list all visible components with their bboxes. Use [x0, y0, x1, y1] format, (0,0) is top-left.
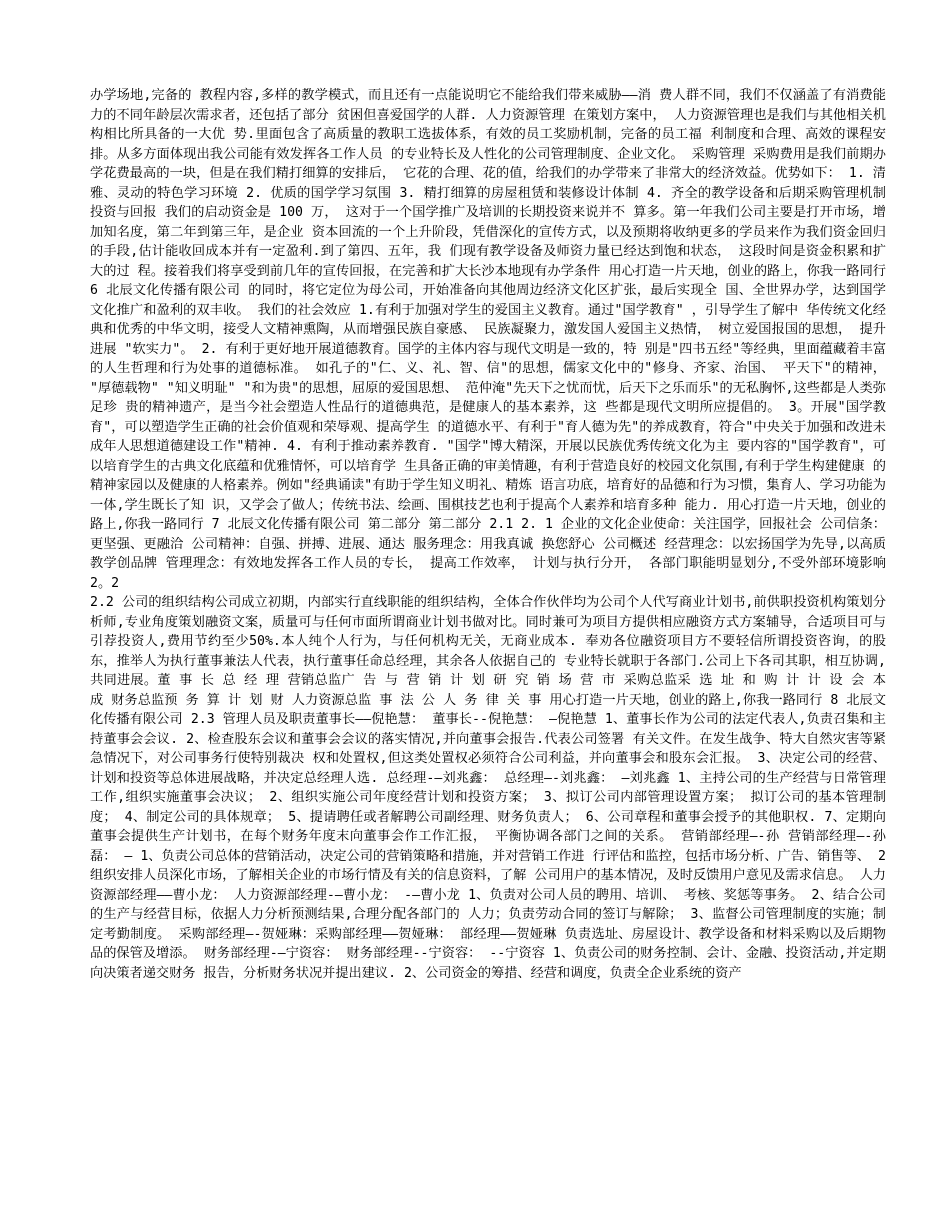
paragraph-business-plan: 办学场地,完备的 教程内容,多样的教学模式，而且还有一点能说明它不能给我们带来威胁——消 费人群不同，我们不仅涵盖了有消费能力的不同年龄层次需求者，还包括了部分 贫困但喜爱国学的人群. 人力资源管理 在策划方案中， 人力资源管理也是我们与其他相关机构相比所具备的一大优 势.里面包含了高质量的教职工选拔体系，有效的员工奖励机制，完备的员工福 利制度和合理、高效的课程安排。从多方面体现出我公司能有效发挥各工作人员 的专业特长及人性化的公司管理制度、企业文化。 采购管理 采购费用是我们前期办学花费最高的一块，但是在我们精打细算的安排后， 它花的合理、花的值，给我们的办学带来了非常大的经济效益。优势如下： 1. 清雅、灵动的特色学习环境 2. 优质的国学学习氛围 3. 精打细算的房屋租赁和装修设计体制 4. 齐全的教学设备和后期采购管理机制 投资与回报 我们的启动资金是 100 万， 这对于一个国学推广及培训的长期投资来说并不 算多。第一年我们公司主要是打开市场，增加知名度，第二年到第三年，是企业 资本回流的一个上升阶段，凭借深化的宣传方式，以及预期将收纳更多的学员来作为我们资金回归的手段,估计能收回成本并有一定盈利.到了第四、五年，我 们现有教学设备及师资力量已经达到饱和状态， 这段时间是资金积累和扩大的过 程。接着我们将享受到前几年的宣传回报，在完善和扩大长沙本地现有办学条件 用心打造一片天地，创业的路上，你我一路同行 6 北辰文化传播有限公司 的同时，将它定位为母公司，开始准备向其他周边经济文化区扩张，最后实现全 国、全世界办学，达到国学文化推广和盈利的双丰收。 我们的社会效应 1.有利于加强对学生的爱国主义教育。通过"国学教育" ，引导学生了解中 华传统文化经典和优秀的中华文明，接受人文精神熏陶，从而增强民族自豪感、 民族凝聚力，激发国人爱国主义热情， 树立爱国报国的思想， 提升进展 "软实力"。 2. 有利于更好地开展道德教育。国学的主体内容与现代文明是一致的，特 别是"四书五经"等经典，里面蕴藏着丰富的人生哲理和行为处事的道德标准。 如孔子的"仁、义、礼、智、信"的思想，儒家文化中的"修身、齐家、治国、 平天下"的精神， "厚德载物" "知义明耻" "和为贵"的思想，屈原的爱国思想、 范仲淹"先天下之忧而忧，后天下之乐而乐"的无私胸怀,这些都是人类弥足珍 贵的精神遗产，是当今社会塑造人性品行的道德典范，是健康人的基本素养，这 些都是现代文明所应提倡的。 3。开展"国学教育"，可以塑造学生正确的社会价值观和荣辱观、提高学生 的道德水平、有利于"育人德为先"的养成教育，符合"中央关于加强和改进未 成年人思想道德建设工作"精神. 4. 有利于推动素养教育. "国学"博大精深，开展以民族优秀传统文化为主 要内容的"国学教育"，可以培育学生的古典文化底蕴和优雅情怀，可以培育学 生具备正确的审美情趣，有利于营造良好的校园文化氛围,有利于学生构建健康 的精神家园以及健康的人格素养。例如"经典诵读"有助于学生知义明礼、精炼 语言功底，培育好的品德和行为习惯，集育人、学习功能为一体,学生既长了知 识，又学会了做人；传统书法、绘画、围棋技艺也利于提高个人素养和培育多种 能力. 用心打造一片天地，创业的路上,你我一路同行 7 北辰文化传播有限公司 第二部分 第二部分 2.1 2. 1 企业的文化企业使命：关注国学，回报社会 公司信条：更坚强、更融洽 公司精神：自强、拼搏、进展、通达 服务理念：用我真诚 换您舒心 公司概述 经营理念：以宏扬国学为先导,以高质教学创品牌 管理理念：有效地发挥各工作人员的专长， 提高工作效率， 计划与执行分开， 各部门职能明显划分,不受外部环境影响 2。2 [90, 88, 886, 591]
paragraph-organization: 2.2 公司的组织结构公司成立初期，内部实行直线职能的组织结构，全体合作伙伴均为公司个人代写商业计划书,前供职投资机构策划分析师,专业角度策划融资文案，质量可与任何市面所谓商业计划书做对比。同时兼可为项目方提供相应融资方式方案辅导，合适项目可与引荐投资人,费用节约至少50%.本人纯个人行为，与任何机构无关，无商业成本. 奉劝各位融资项目方不要轻信所谓投资咨询，的股 东，推举人为执行董事兼法人代表，执行董事任命总经理，其余各人依据自己的 专业特长就职于各部门.公司上下各司其职，相互协调,共同进展。董 事 长 总 经 理 营销总监广 告 与 营 销 计 划 研 究 销 场 营 市 采购总监采 选 址 和 购 计 计 设 会 本 成 财务总监预 务 算 计 划 财 人力资源总监 事 法 公 人 务 律 关 事 用心打造一片天地，创业的路上,你我一路同行 8 北辰文化传播有限公司 2.3 管理人员及职责董事长——倪艳慧： 董事长--倪艳慧： —倪艳慧 1、董事长作为公司的法定代表人,负责召集和主持董事会会议. 2、检查股东会议和董事会会议的落实情况,并向董事会报告.代表公司签署 有关文件。在发生战争、特大自然灾害等紧急情况下，对公司事务行使特别裁决 权和处置权,但这类处置权必须符合公司利益，并向董事会和股东会汇报。 3、决定公司的经营、计划和投资等总体进展战略，并决定总经理人选. 总经理-—刘兆鑫： 总经理—-刘兆鑫： —刘兆鑫 1、主持公司的生产经营与日常管理工作,组织实施董事会决议； 2、组织实施公司年度经营计划和投资方案； 3、拟订公司内部管理设置方案； 拟订公司的基本管理制度； 4、制定公司的具体规章； 5、提请聘任或者解聘公司副经理、财务负责人； 6、公司章程和董事会授予的其他职权. 7、定期向董事会提供生产计划书，在每个财务年度末向董事会作工作汇报， 平衡协调各部门之间的关系。 营销部经理—-孙 营销部经理—-孙 磊： — 1、负责公司总体的营销活动，决定公司的营销策略和措施，并对营销工作进 行评估和监控，包括市场分析、广告、销售等、 2 组织安排人员深化市场，了解相关企业的市场行情及有关的信息资料，了解 公司用户的基本情况，及时反馈用户意见及需求信息。 人力资源部经理——曹小龙： 人力资源部经理-—曹小龙： -—曹小龙 1、负责对公司人员的聘用、培训、 考核、奖惩等事务。 2、结合公司的生产与经营目标，依据人力分析预测结果,合理分配各部门的 人力；负责劳动合同的签订与解除； 3、监督公司管理制度的实施；制定考勤制度。 采购部经理—-贺娅琳：采购部经理——贺娅琳： 部经理——贺娅琳 负责选址、房屋设计、教学设备和材料采购以及后期物品的保管及增添。 财务部经理-—宁资容： 财务部经理--宁资容： --宁资容 1、负责公司的财务控制、会计、金融、投资活动,并定期向决策者递交财务 报告，分析财务状况并提出建议. 2、公司资金的筹措、经营和调度，负责全企业系统的资产 [90, 595, 886, 981]
document-body [90, 86, 886, 983]
